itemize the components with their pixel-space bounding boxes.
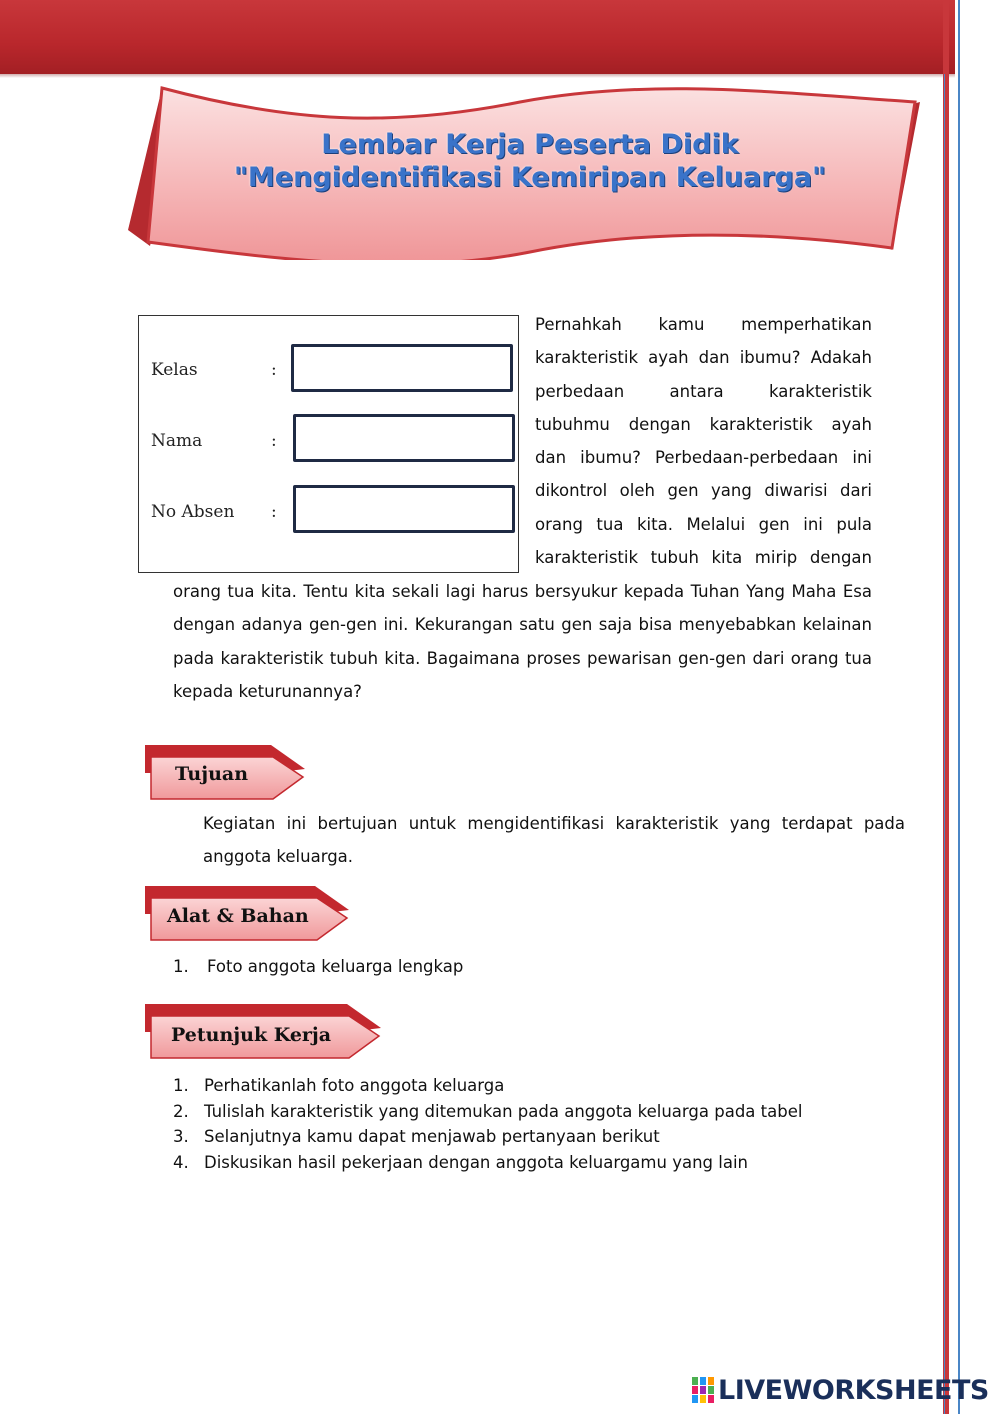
list-item xyxy=(173,1099,893,1125)
intro-line: dan ibumu? Perbedaan-perbedaan ini xyxy=(535,448,872,468)
top-header-shadow xyxy=(0,74,955,78)
intro-line: karakteristik tubuh kita mirip dengan xyxy=(535,548,872,568)
list-number: 1. xyxy=(173,1076,189,1095)
tujuan-heading: Tujuan xyxy=(175,763,249,785)
intro-line: perbedaan antara karakteristik xyxy=(535,381,872,401)
intro-line: Pernahkah kamu memperhatikan xyxy=(535,315,872,334)
list-text: Foto anggota keluarga lengkap xyxy=(207,957,464,976)
intro-paragraph-right xyxy=(535,308,872,574)
absen-label: No Absen xyxy=(151,502,235,522)
list-text: Tulislah karakteristik yang ditemukan pada anggota keluarga pada tabel xyxy=(204,1101,803,1121)
kelas-colon: : xyxy=(271,360,277,380)
intro-line: karakteristik ayah dan ibumu? Adakah xyxy=(535,348,872,368)
liveworksheets-logo[interactable] xyxy=(692,1374,992,1406)
petunjuk-kerja-heading: Petunjuk Kerja xyxy=(171,1024,332,1046)
nama-input[interactable] xyxy=(293,414,515,462)
list-item xyxy=(173,954,873,980)
absen-colon: : xyxy=(271,502,277,522)
list-text: Selanjutnya kamu dapat menjawab pertanyaan berikut xyxy=(204,1127,660,1146)
list-item xyxy=(173,1124,893,1150)
list-item xyxy=(173,1150,893,1176)
intro-line: tubuhmu dengan karakteristik ayah xyxy=(535,414,872,434)
intro-line: dikontrol oleh gen yang diwarisi dari xyxy=(535,481,872,501)
list-number: 2. xyxy=(173,1101,189,1121)
petunjuk-kerja-list xyxy=(173,1073,893,1175)
alat-bahan-heading: Alat & Bahan xyxy=(167,905,309,927)
list-number: 1. xyxy=(173,957,189,976)
list-item xyxy=(173,1073,893,1099)
student-identity-box xyxy=(138,315,519,573)
list-number: 3. xyxy=(173,1127,189,1146)
worksheet-title xyxy=(160,128,900,194)
list-number: 4. xyxy=(173,1152,189,1172)
intro-paragraph-continuation xyxy=(173,575,872,708)
list-text: Perhatikanlah foto anggota keluarga xyxy=(204,1076,505,1095)
title-line-2: "Mengidentifikasi Kemiripan Keluarga" xyxy=(233,162,827,193)
nama-label: Nama xyxy=(151,431,203,451)
intro-line: orang tua kita. Melalui gen ini pula xyxy=(535,514,872,534)
nama-colon: : xyxy=(271,431,277,451)
top-header-bar xyxy=(0,0,955,74)
liveworksheets-brand-text: LIVEWORKSHEETS xyxy=(718,1374,989,1406)
tujuan-text: Kegiatan ini bertujuan untuk mengidentifikasi karakteristik yang terdapat pada anggota keluarga. xyxy=(203,814,905,866)
kelas-label: Kelas xyxy=(151,360,198,380)
alat-bahan-list xyxy=(173,954,873,980)
kelas-input[interactable] xyxy=(291,344,513,392)
intro-continuation-text: orang tua kita. Tentu kita sekali lagi harus bersyukur kepada Tuhan Yang Maha Esa dengan adanya gen-gen ini. Kekurangan satu gen saja bisa menyebabkan kelainan pada karakteristik tubuh kita. Bagaimana proses pewarisan gen-gen dari orang tua kepada keturunannya? xyxy=(173,582,872,701)
list-text: Diskusikan hasil pekerjaan dengan anggota keluargamu yang lain xyxy=(204,1152,748,1172)
absen-input[interactable] xyxy=(293,485,515,533)
title-line-1: Lembar Kerja Peserta Didik xyxy=(321,129,739,160)
right-margin-blue-line-outer xyxy=(958,0,960,1414)
right-margin-blue-line xyxy=(944,74,945,1414)
liveworksheets-icon xyxy=(692,1377,714,1403)
